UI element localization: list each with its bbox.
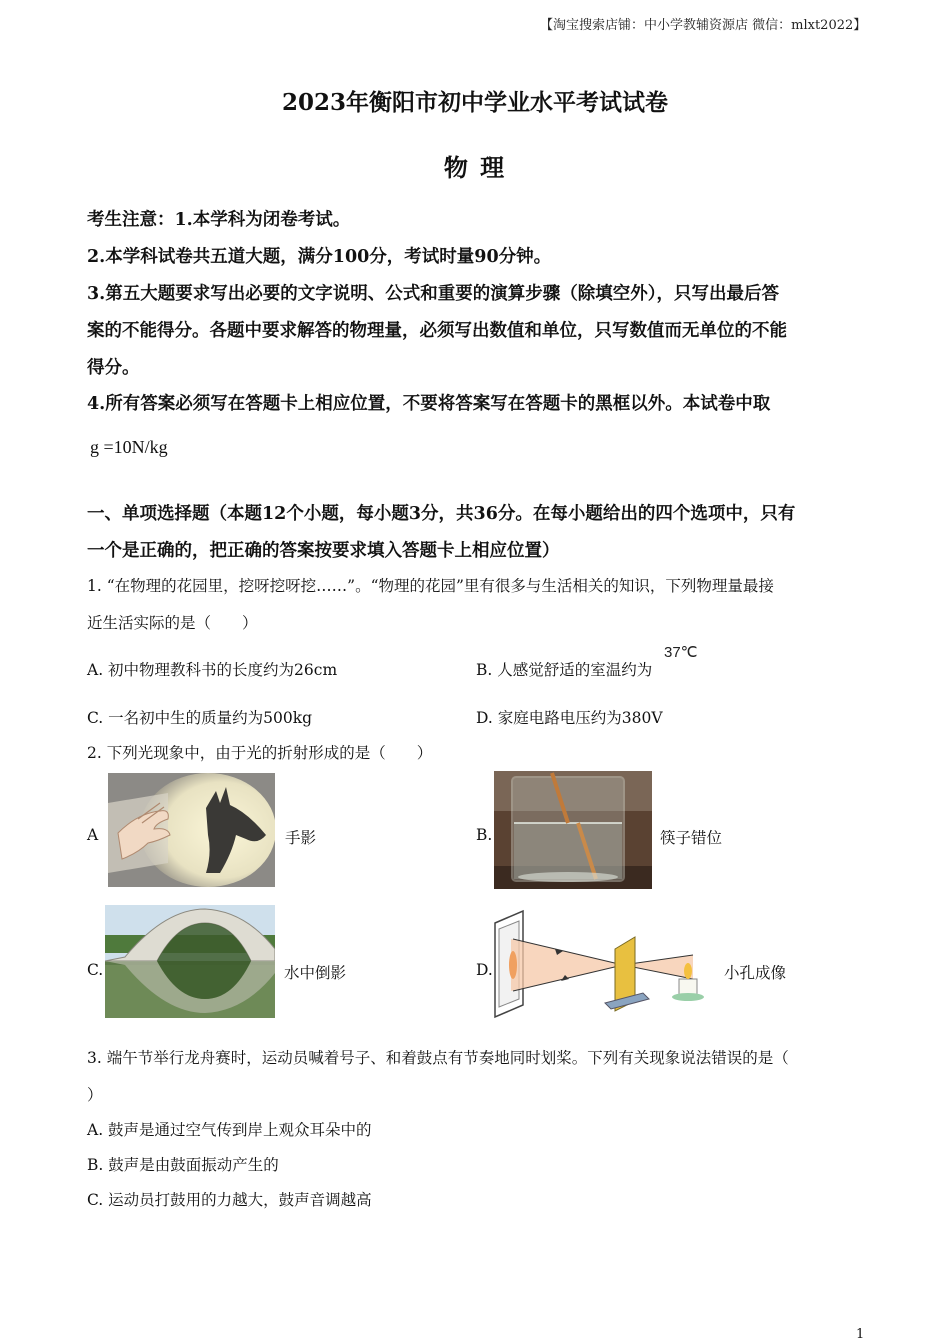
bridge-reflection-image (105, 905, 275, 1018)
q1-stem-line-2: 近生活实际的是（ ） (87, 614, 258, 632)
section-1-heading-line-2: 一个是正确的，把正确的答案按要求填入答题卡上相应位置） (87, 541, 560, 561)
q2-option-c-label: 水中倒影 (284, 964, 347, 982)
q1-option-b: B. 人感觉舒适的室温约为 (476, 661, 653, 679)
note-3-line-2: 案的不能得分。各题中要求解答的物理量，必须写出数值和单位，只写数值而无单位的不能 (87, 321, 787, 341)
q3-option-c: C. 运动员打鼓用的力越大，鼓声音调越高 (87, 1191, 372, 1209)
q1-stem-line-1: 1. “在物理的花园里，挖呀挖呀挖……”。“物理的花园”里有很多与生活相关的知识，下列物理量最接 (87, 577, 774, 595)
q2-option-a-label: 手影 (285, 829, 317, 847)
chopstick-in-water-image (494, 771, 652, 889)
header-note: 【淘宝搜索店铺：中小学教辅资源店 微信：mlxt2022】 (540, 18, 867, 33)
q1-option-a: A. 初中物理教科书的长度约为26cm (87, 661, 338, 679)
note-3-line-3: 得分。 (87, 358, 140, 378)
q2-option-b-letter: B. (476, 826, 493, 844)
q2-option-d-letter: D. (476, 961, 493, 979)
q2-option-d-label: 小孔成像 (724, 964, 787, 982)
q3-stem-line-2: ） (87, 1086, 103, 1104)
q1-option-c: C. 一名初中生的质量约为500kg (87, 709, 313, 727)
q3-option-a: A. 鼓声是通过空气传到岸上观众耳朵中的 (87, 1121, 372, 1139)
q2-stem: 2. 下列光现象中，由于光的折射形成的是（ ） (87, 744, 433, 762)
q2-option-a-letter: A (87, 826, 99, 844)
gravity-constant: g =10N/kg (90, 437, 168, 457)
note-4: 4.所有答案必须写在答题卡上相应位置，不要将答案写在答题卡的黑框以外。本试卷中取 (87, 394, 771, 414)
page-number: 1 (856, 1327, 865, 1342)
subject-title: 物 理 (443, 153, 507, 182)
section-1-heading-line-1: 一、单项选择题（本题12个小题，每小题3分，共36分。在每小题给出的四个选项中，只有 (87, 504, 796, 524)
q1-option-d: D. 家庭电路电压约为380V (476, 709, 663, 727)
q1-option-b-value: 37℃ (664, 644, 698, 661)
q2-option-b-label: 筷子错位 (660, 829, 723, 847)
q3-option-b: B. 鼓声是由鼓面振动产生的 (87, 1156, 279, 1174)
q3-stem-line-1: 3. 端午节举行龙舟赛时，运动员喊着号子、和着鼓点有节奏地同时划桨。下列有关现象说法错误的是（ (87, 1049, 789, 1067)
note-3-line-1: 3.第五大题要求写出必要的文字说明、公式和重要的演算步骤（除填空外），只写出最后答 (87, 284, 780, 304)
note-1: 考生注意：1.本学科为闭卷考试。 (87, 210, 351, 230)
pinhole-imaging-image (493, 909, 718, 1019)
note-2: 2.本学科试卷共五道大题，满分100分，考试时量90分钟。 (87, 247, 552, 267)
hand-shadow-image (108, 773, 275, 887)
exam-title: 2023年衡阳市初中学业水平考试试卷 (281, 89, 668, 116)
q2-option-c-letter: C. (87, 961, 104, 979)
